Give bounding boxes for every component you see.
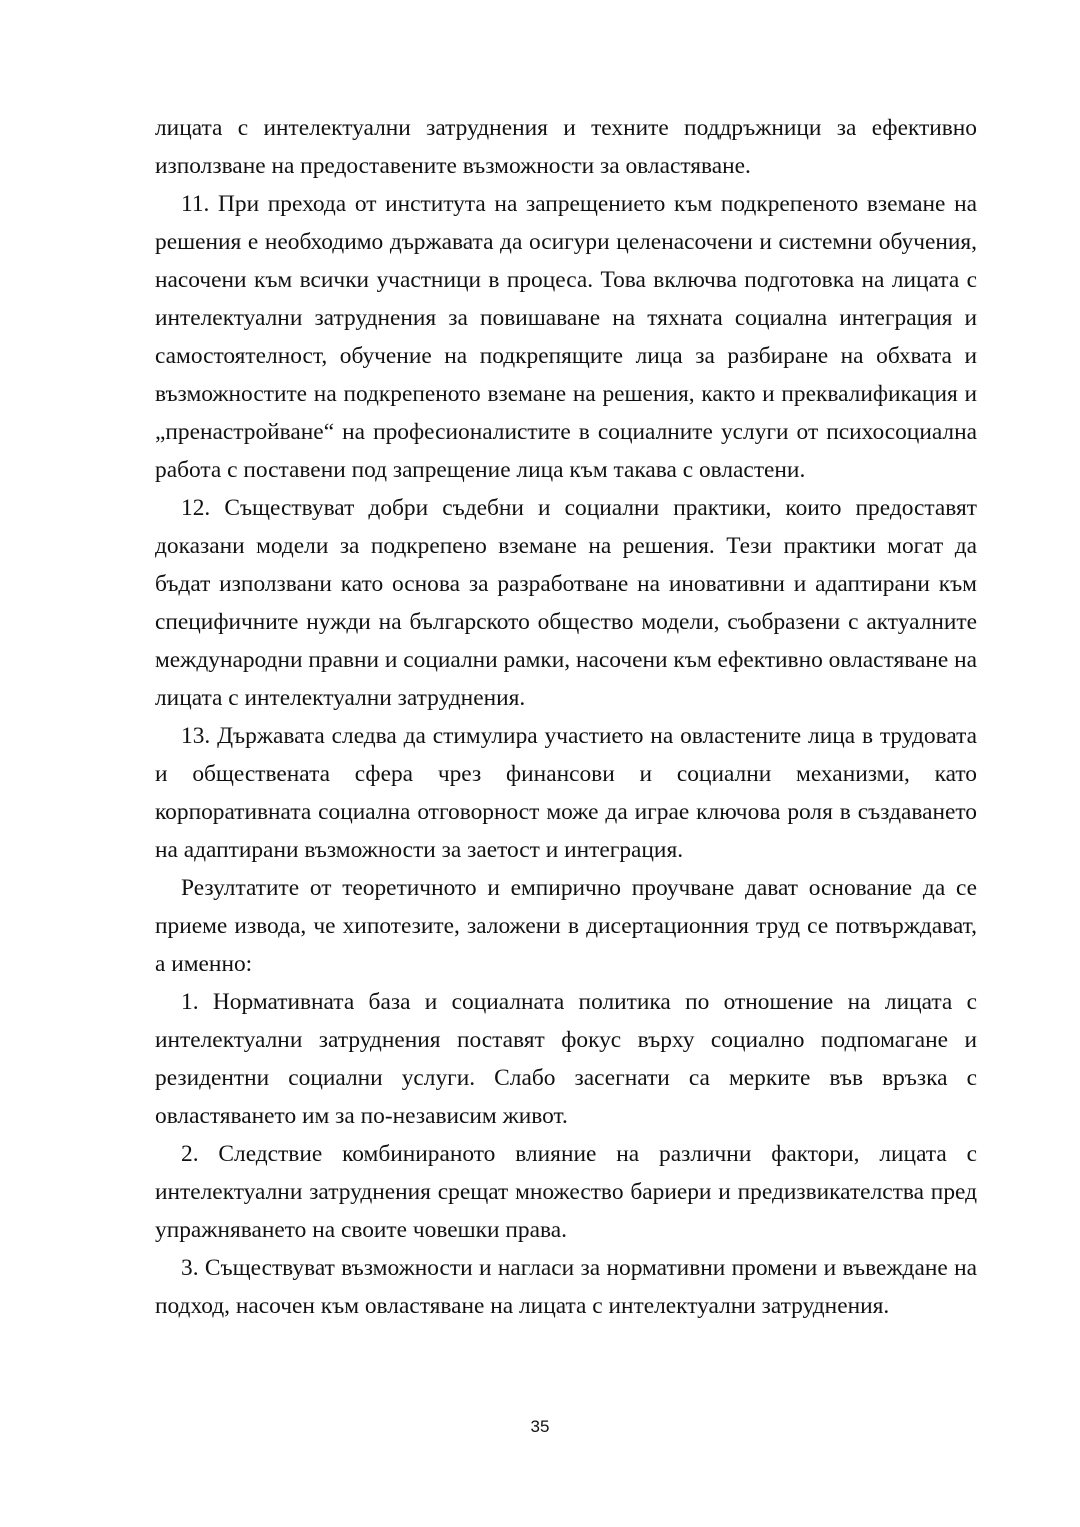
paragraph-hypothesis-3: 3. Съществуват възможности и нагласи за нормативни промени и въвеждане на подход, насочен към овластяване на лицата с интелектуални затруднения. xyxy=(155,1255,977,1319)
paragraph-continuation: лицата с интелектуални затруднения и техните поддръжници за ефективно използване на предоставените възможности за овластяване. xyxy=(155,115,977,179)
paragraph-hypothesis-1: 1. Нормативната база и социалната политика по отношение на лицата с интелектуални затруднения поставят фокус върху социално подпомагане и резидентни социални услуги. Слабо засегнати са мерките във връзка с овластяването им за по-независим живот. xyxy=(155,989,977,1129)
paragraph-item-13: 13. Държавата следва да стимулира участието на овластените лица в трудовата и обществената сфера чрез финансови и социални механизми, като корпоративната социална отговорност може да играе ключова роля в създаването на адаптирани възможности за заетост и интеграция. xyxy=(155,723,977,863)
page-number: 35 xyxy=(530,1417,550,1436)
paragraph-hypothesis-2: 2. Следствие комбинираното влияние на различни фактори, лицата с интелектуални затруднения срещат множество бариери и предизвикателства пред упражняването на своите човешки права. xyxy=(155,1141,977,1243)
paragraph-item-11: 11. При прехода от института на запрещението към подкрепеното вземане на решения е необходимо държавата да осигури целенасочени и системни обучения, насочени към всички участници в процеса. Това включва подготовка на лицата с интелектуални затруднения за повишаване на тяхната социална интеграция и самостоятелност, обучение на подкрепящите лица за разбиране на обхвата и възможностите на подкрепеното вземане на решения, както и преквалификация и „пренастройване“ на професионалистите в социалните услуги от психосоциална работа с поставени под запрещение лица към такава с овластени. xyxy=(155,191,977,483)
body-text xyxy=(155,109,977,1325)
paragraph-item-12: 12. Съществуват добри съдебни и социални практики, които предоставят доказани модели за подкрепено вземане на решения. Тези практики могат да бъдат използвани като основа за разработване на иновативни и адаптирани към специфичните нужди на българското общество модели, съобразени с актуалните международни правни и социални рамки, насочени към ефективно овластяване на лицата с интелектуални затруднения. xyxy=(155,495,977,711)
paragraph-results: Резултатите от теоретичното и емпирично проучване дават основание да се приеме извода, че хипотезите, заложени в дисертационния труд се потвърждават, а именно: xyxy=(155,875,977,977)
